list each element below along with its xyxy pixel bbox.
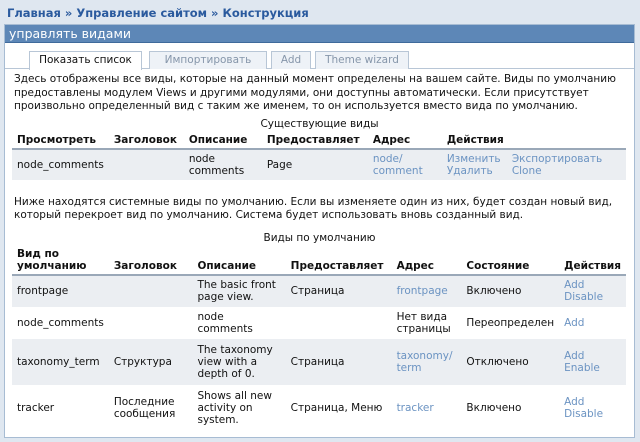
view-description: node comments bbox=[184, 149, 262, 180]
panel-title: управлять видами bbox=[5, 25, 634, 43]
view-title: Структура bbox=[109, 339, 193, 385]
view-title: Последние сообщения bbox=[109, 385, 193, 431]
tab-add[interactable]: Add bbox=[271, 51, 311, 69]
col-header: Действия bbox=[559, 246, 626, 275]
table-row bbox=[12, 149, 626, 180]
tab-list[interactable]: Показать список bbox=[29, 51, 142, 70]
view-name: node_comments bbox=[12, 149, 109, 180]
table-row bbox=[12, 307, 626, 339]
defaults-intro-text: Ниже находятся системные виды по умолчанию. Если вы изменяете один из них, будет создан новый вид, который перекроет вид по умолчанию. Система будет использовать вновь созданный вид. bbox=[14, 195, 613, 221]
view-url-link[interactable]: frontpage bbox=[396, 285, 448, 297]
view-url-link[interactable]: node/ comment bbox=[372, 152, 423, 177]
col-header: Предоставляет bbox=[262, 132, 368, 149]
view-title bbox=[109, 275, 193, 307]
col-header: Действия bbox=[442, 132, 626, 149]
table-row bbox=[12, 275, 626, 307]
col-header: Заголовок bbox=[109, 246, 193, 275]
view-name: tracker bbox=[12, 385, 109, 431]
view-name: taxonomy_term bbox=[12, 339, 109, 385]
default-views-table bbox=[12, 246, 626, 431]
col-header: Адрес bbox=[368, 132, 442, 149]
view-title bbox=[109, 307, 193, 339]
delete-link[interactable]: Удалить bbox=[446, 164, 493, 177]
tab-bar bbox=[5, 49, 634, 69]
view-provides: Page bbox=[262, 149, 368, 180]
add-link[interactable]: Add bbox=[564, 316, 585, 329]
table-row bbox=[12, 339, 626, 385]
view-url-link[interactable]: tracker bbox=[396, 401, 434, 414]
breadcrumb-build[interactable]: Конструкция bbox=[222, 6, 309, 20]
view-title bbox=[109, 149, 184, 180]
view-name: node_comments bbox=[12, 307, 109, 339]
edit-link[interactable]: Изменить bbox=[446, 152, 501, 165]
col-header: Описание bbox=[192, 246, 285, 275]
disable-link[interactable]: Disable bbox=[564, 291, 604, 303]
view-provides: Страница bbox=[286, 275, 392, 307]
enable-link[interactable]: Enable bbox=[564, 361, 600, 374]
breadcrumb-home[interactable]: Главная bbox=[7, 6, 61, 20]
view-status: Переопределен bbox=[461, 307, 559, 339]
col-header: Описание bbox=[184, 132, 262, 149]
view-url-text: Нет вида страницы bbox=[392, 307, 462, 339]
view-description: The taxonomy view with a depth of 0. bbox=[192, 339, 285, 385]
col-header: Адрес bbox=[392, 246, 462, 275]
view-name: frontpage bbox=[12, 275, 109, 307]
view-url-link[interactable]: taxonomy/ term bbox=[396, 349, 453, 374]
intro-text: Здесь отображены все виды, которые на данный момент определены на вашем сайте. Виды по умолчанию предоставлены модулем Views и другими модулями, они доступны автоматически. Если присутствует произвольно определенный вид с таким же именем, то он используется вместо вида по умолчанию. bbox=[14, 73, 616, 112]
view-description: Shows all new activity on system. bbox=[192, 385, 285, 431]
view-provides: Страница bbox=[286, 339, 392, 385]
col-header: Состояние bbox=[461, 246, 559, 275]
tab-theme-wizard[interactable]: Theme wizard bbox=[315, 51, 409, 69]
view-provides bbox=[286, 307, 392, 339]
default-views-caption: Виды по умолчанию bbox=[263, 231, 376, 244]
view-description: The basic front page view. bbox=[192, 275, 285, 307]
table-row bbox=[12, 385, 626, 431]
existing-views-table bbox=[12, 132, 626, 180]
breadcrumb-separator: » bbox=[64, 6, 73, 20]
clone-link[interactable]: Clone bbox=[511, 164, 542, 177]
add-link[interactable]: Add bbox=[564, 395, 585, 408]
view-provides: Страница, Меню bbox=[286, 385, 392, 431]
tab-import[interactable]: Импортировать bbox=[149, 51, 267, 69]
add-link[interactable]: Add bbox=[564, 349, 585, 362]
views-panel bbox=[4, 24, 635, 438]
view-description: node comments bbox=[192, 307, 285, 339]
view-status: Отключено bbox=[461, 339, 559, 385]
breadcrumb-admin[interactable]: Управление сайтом bbox=[76, 6, 208, 20]
col-header: Заголовок bbox=[109, 132, 184, 149]
view-status: Включено bbox=[461, 385, 559, 431]
breadcrumb bbox=[7, 6, 309, 20]
col-header: Предоставляет bbox=[286, 246, 392, 275]
view-status: Включено bbox=[461, 275, 559, 307]
col-header: Просмотреть bbox=[12, 132, 109, 149]
existing-views-caption: Существующие виды bbox=[260, 117, 379, 130]
add-link[interactable]: Add bbox=[564, 279, 585, 291]
export-link[interactable]: Экспортировать bbox=[511, 152, 603, 165]
col-header: Вид по умолчанию bbox=[12, 246, 109, 275]
disable-link[interactable]: Disable bbox=[564, 407, 604, 420]
breadcrumb-separator: » bbox=[211, 6, 219, 20]
